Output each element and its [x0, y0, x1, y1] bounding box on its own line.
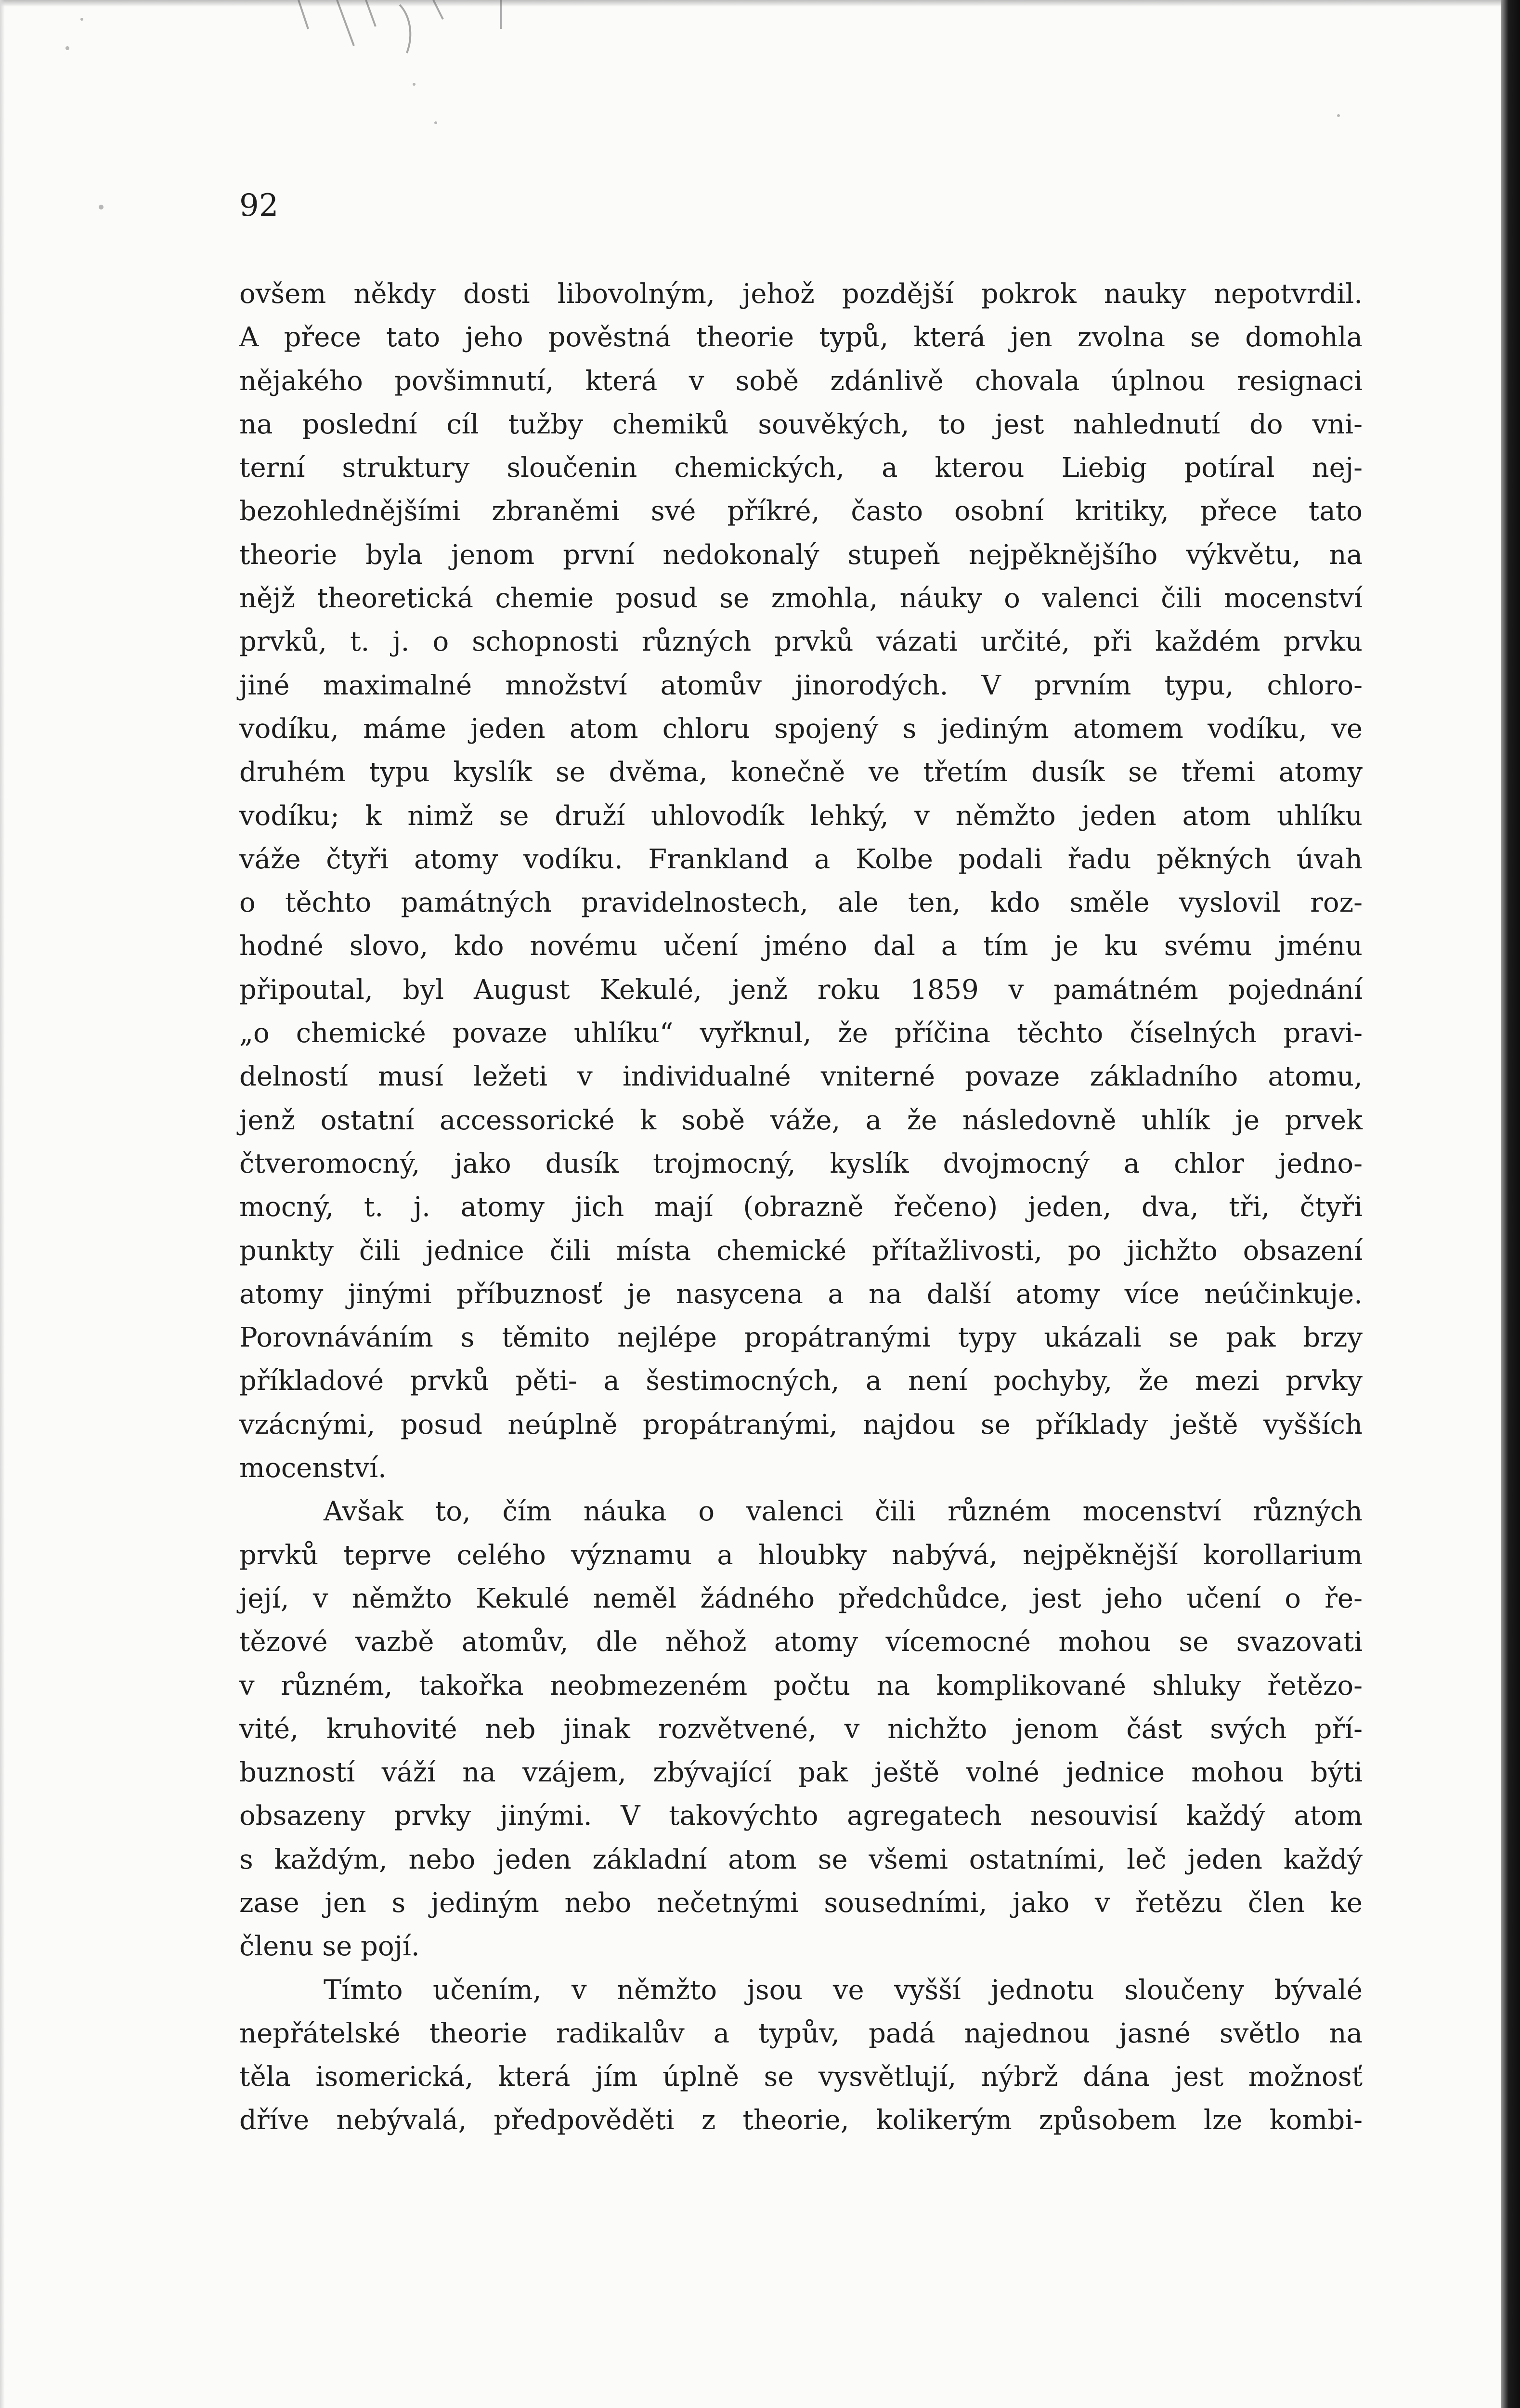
text-line: na poslední cíl tužby chemiků souvěkých, to jest nahlednutí do vni-: [239, 408, 1363, 440]
text-line: punkty čili jednice čili místa chemické přítažlivosti, po jichžto obsazení: [239, 1235, 1363, 1267]
text-line: tězové vazbě atomův, dle něhož atomy vícemocné mohou se svazovati: [239, 1626, 1363, 1658]
text-line: o těchto památných pravidelnostech, ale ten, kdo směle vyslovil roz-: [239, 887, 1363, 919]
text-line: jiné maximalné množství atomův jinorodých. V prvním typu, chloro-: [239, 669, 1363, 701]
text-line: dříve nebývalá, předpověděti z theorie, kolikerým způsobem lze kombi-: [239, 2105, 1363, 2136]
body-text: [239, 273, 1363, 2143]
text-line: A přece tato jeho pověstná theorie typů, která jen zvolna se domohla: [239, 322, 1363, 353]
text-line: připoutal, byl August Kekulé, jenž roku 1859 v památném pojednání: [239, 974, 1363, 1006]
text-line: Tímto učením, v němžto jsou ve vyšší jednotu sloučeny bývalé: [324, 1974, 1363, 2006]
text-line: buzností váží na vzájem, zbývající pak ještě volné jednice mohou býti: [239, 1757, 1363, 1789]
text-line: druhém typu kyslík se dvěma, konečně ve třetím dusík se třemi atomy: [239, 757, 1363, 788]
text-line: v různém, takořka neobmezeném počtu na komplikované shluky řetězo-: [239, 1670, 1363, 1701]
text-line: prvků teprve celého významu a hloubky nabývá, nejpěknější korollarium: [239, 1539, 1363, 1571]
text-line: vzácnými, posud neúplně propátranými, najdou se příklady ještě vyšších: [239, 1409, 1363, 1440]
text-line: bezohlednějšími zbraněmi své příkré, často osobní kritiky, přece tato: [239, 496, 1363, 527]
text-line: delností musí ležeti v individualné vniterné povaze základního atomu,: [239, 1061, 1363, 1093]
text-line: váže čtyři atomy vodíku. Frankland a Kolbe podali řadu pěkných úvah: [239, 843, 1363, 875]
text-line: nějž theoretická chemie posud se zmohla, náuky o valenci čili mocenství: [239, 583, 1363, 615]
text-line: Avšak to, čím náuka o valenci čili různém mocenství různých: [324, 1496, 1363, 1528]
text-line: příkladové prvků pěti- a šestimocných, a není pochyby, že mezi prvky: [239, 1365, 1363, 1397]
text-line: prvků, t. j. o schopnosti různých prvků vázati určité, při každém prvku: [239, 626, 1363, 658]
text-line: členu se pojí.: [239, 1931, 420, 1963]
text-line: ovšem někdy dosti libovolným, jehož pozdější pokrok nauky nepotvrdil.: [239, 278, 1363, 310]
text-line: terní struktury sloučenin chemických, a kterou Liebig potíral nej-: [239, 452, 1363, 484]
text-line: obsazeny prvky jinými. V takovýchto agregatech nesouvisí každý atom: [239, 1800, 1363, 1832]
text-line: s každým, nebo jeden základní atom se všemi ostatními, leč jeden každý: [239, 1844, 1363, 1875]
text-line: theorie byla jenom první nedokonalý stupeň nejpěknějšího výkvětu, na: [239, 539, 1363, 571]
text-line: čtveromocný, jako dusík trojmocný, kyslík dvojmocný a chlor jedno-: [239, 1148, 1363, 1179]
text-line: hodné slovo, kdo novému učení jméno dal a tím je ku svému jménu: [239, 930, 1363, 962]
text-line: zase jen s jediným nebo nečetnými sousedními, jako v řetězu člen ke: [239, 1887, 1363, 1919]
text-line: atomy jinými příbuznosť je nasycena a na další atomy více neúčinkuje.: [239, 1278, 1363, 1310]
text-line: „o chemické povaze uhlíku“ vyřknul, že příčina těchto číselných pravi-: [239, 1018, 1363, 1049]
text-line: vodíku; k nimž se druží uhlovodík lehký, v němžto jeden atom uhlíku: [239, 800, 1363, 832]
text-line: Porovnáváním s těmito nejlépe propátranými typy ukázali se pak brzy: [239, 1322, 1363, 1354]
text-line: vité, kruhovité neb jinak rozvětvené, v nichžto jenom část svých pří-: [239, 1713, 1363, 1745]
text-line: těla isomerická, která jím úplně se vysvětlují, nýbrž dána jest možnosť: [239, 2061, 1363, 2093]
text-line: nějakého povšimnutí, která v sobě zdánlivě chovala úplnou resignaci: [239, 365, 1363, 397]
page-number: 92: [239, 188, 279, 223]
text-line: nepřátelské theorie radikalův a typův, padá najednou jasné světlo na: [239, 2017, 1363, 2049]
text-line: jenž ostatní accessorické k sobě váže, a že následovně uhlík je prvek: [239, 1104, 1363, 1136]
text-line: její, v němžto Kekulé neměl žádného předchůdce, jest jeho učení o ře-: [239, 1583, 1363, 1614]
text-line: mocenství.: [239, 1453, 387, 1484]
text-line: vodíku, máme jeden atom chloru spojený s jediným atomem vodíku, ve: [239, 713, 1363, 745]
text-line: mocný, t. j. atomy jich mají (obrazně řečeno) jeden, dva, tři, čtyři: [239, 1191, 1363, 1223]
